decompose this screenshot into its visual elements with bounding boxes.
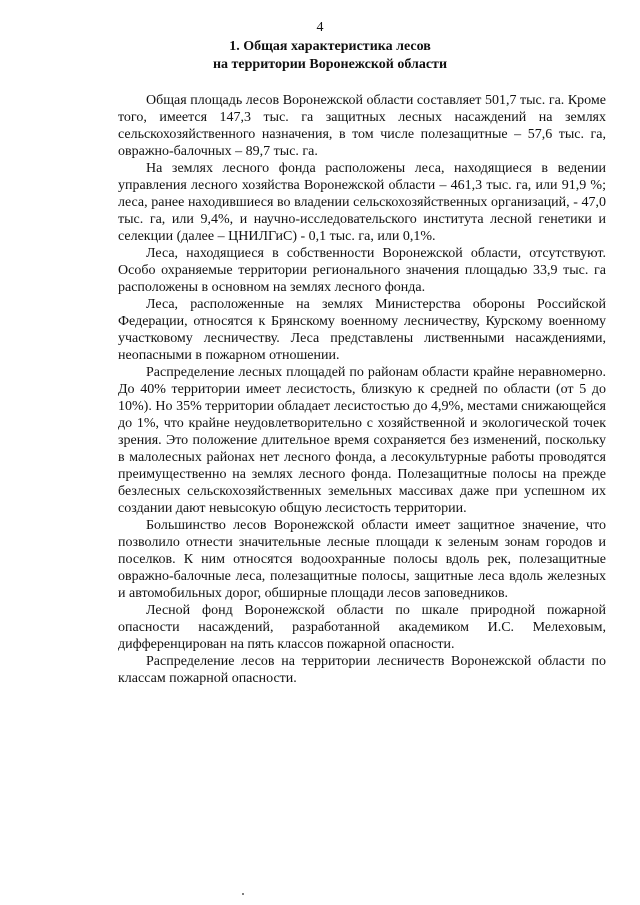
section-title-line-2: на территории Воронежской области bbox=[212, 57, 448, 72]
document-body bbox=[118, 92, 606, 687]
paragraph: Общая площадь лесов Воронежской области составляет 501,7 тыс. га. Кроме того, имеется 147,3 тыс. га защитных лесных насаждений на землях сельскохозяйственного назначения, в том числе полезащитные – 57,6 тыс. га, овражно-балочных – 89,7 тыс. га. bbox=[118, 93, 606, 159]
paragraph: На землях лесного фонда расположены леса, находящиеся в ведении управления лесного хозяйства Воронежской области – 461,3 тыс. га, или 91,9 %; леса, ранее находившиеся во владении сельскохозяйственных организаций, - 47,0 тыс. га, или 9,4%, и научно-исследовательского института лесной генетики и селекции (далее – ЦНИЛГиС) - 0,1 тыс. га, или 0,1%. bbox=[118, 161, 606, 244]
paragraph: Лесной фонд Воронежской области по шкале природной пожарной опасности насаждений, разработанной академиком И.С. Мелеховым, дифференцирован на пять классов пожарной опасности. bbox=[118, 603, 606, 652]
paragraph: Распределение лесных площадей по районам области крайне неравномерно. До 40% территории имеет лесистость, близкую к средней по области (от 5 до 10%). Но 35% территории обладает лесистостью до 4,9%, местами снижающейся до 1%, что крайне неудовлетворительно с хозяйственной и экологической точек зрения. Это положение длительное время сохраняется без изменений, поскольку в малолесных районах нет лесного фонда, а лесокультурные работы проводятся преимущественно на землях лесного фонда. Полезащитные полосы на прежде безлесных сельскохозяйственных земельных массивах даже при успешном их создании дают невысокую общую лесистость территории. bbox=[118, 365, 606, 516]
paragraph: Леса, находящиеся в собственности Воронежской области, отсутствуют. Особо охраняемые территории регионального значения площадью 33,9 тыс. га расположены в основном на землях лесного фонда. bbox=[118, 246, 606, 295]
page-number: 4 bbox=[316, 20, 324, 35]
paragraph: Леса, расположенные на землях Министерства обороны Российской Федерации, относятся к Брянскому военному лесничеству, Курскому военному участковому лесничеству. Леса представлены лиственными насаждениями, неопасными в пожарном отношении. bbox=[118, 297, 606, 363]
paragraph: Большинство лесов Воронежской области имеет защитное значение, что позволило отнести значительные лесные площади к зеленым зонам городов и поселков. К ним относятся водоохранные полосы вдоль рек, полезащитные овражно-балочные леса, полезащитные полосы, защитные леса вдоль железных и автомобильных дорог, обширные площади лесов заповедников. bbox=[118, 518, 606, 601]
paragraph: Распределение лесов на территории лесничеств Воронежской области по классам пожарной опасности. bbox=[118, 654, 606, 686]
section-title-line-1: 1. Общая характеристика лесов bbox=[229, 39, 431, 54]
section-title bbox=[60, 38, 600, 74]
scan-speck bbox=[242, 893, 244, 895]
